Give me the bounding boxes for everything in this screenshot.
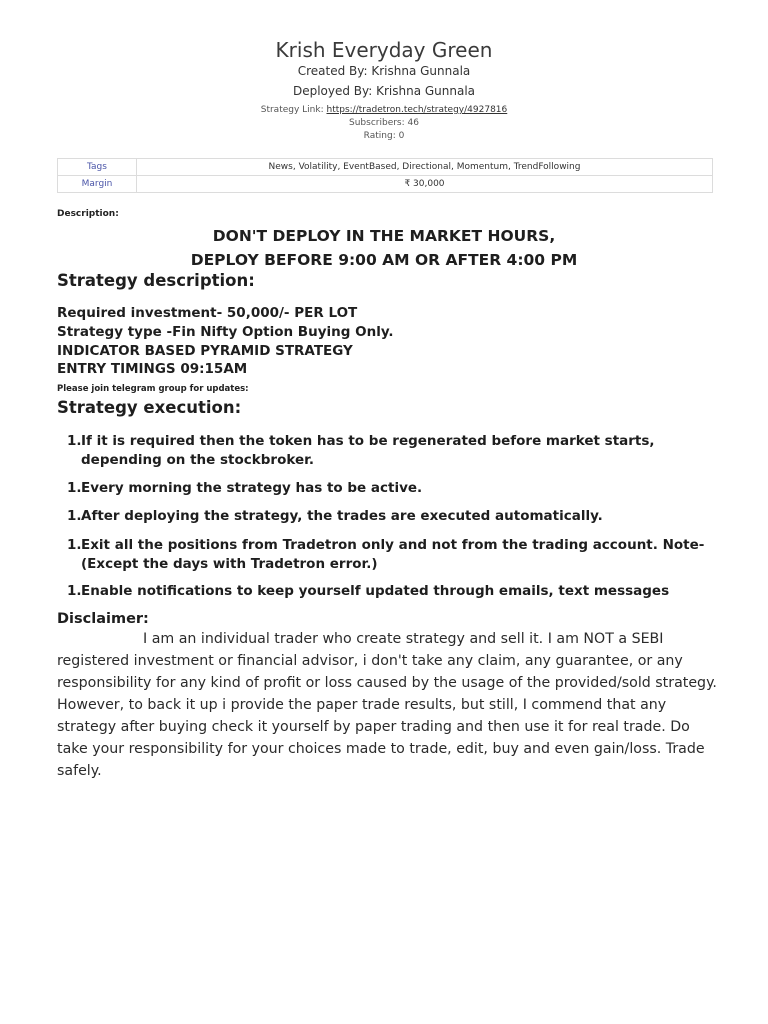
strategy-type: Strategy type -Fin Nifty Option Buying Only. [57, 324, 394, 340]
strategy-link-label: Strategy Link: [260, 105, 327, 115]
list-number: 1. [67, 433, 82, 449]
entry-timings: ENTRY TIMINGS 09:15AM [57, 361, 248, 377]
table-row [58, 176, 713, 193]
list-text: Exit all the positions from Tradetron only and not from the trading account. Note- (Except the days with Tradetron error.) [81, 537, 705, 572]
strategy-link-line [0, 105, 768, 115]
tags-key: Tags [58, 159, 137, 176]
telegram-note: Please join telegram group for updates: [57, 384, 249, 394]
strategy-execution-heading: Strategy execution: [57, 398, 242, 417]
indicator-strategy: INDICATOR BASED PYRAMID STRATEGY [57, 343, 353, 359]
list-number: 1. [67, 508, 82, 524]
list-text: Every morning the strategy has to be active. [81, 480, 423, 496]
deployed-by: Deployed By: Krishna Gunnala [292, 84, 476, 98]
list-item [67, 536, 727, 574]
list-text: If it is required then the token has to be regenerated before market starts, depending on the stockbroker. [81, 433, 655, 468]
list-item [67, 507, 727, 526]
description-label: Description: [57, 209, 119, 219]
list-item [67, 582, 727, 601]
subscribers-count: Subscribers: 46 [349, 118, 419, 128]
margin-value: ₹ 30,000 [137, 176, 713, 193]
disclaimer-title: Disclaimer: [57, 611, 149, 627]
list-text: Enable notifications to keep yourself updated through emails, text messages [81, 583, 670, 599]
list-item [67, 479, 727, 498]
rating: Rating: 0 [363, 131, 405, 141]
tags-value: News, Volatility, EventBased, Directional, Momentum, TrendFollowing [137, 159, 713, 176]
table-row [58, 159, 713, 176]
margin-key: Margin [58, 176, 137, 193]
meta-table [57, 158, 713, 193]
disclaimer-text: I am an individual trader who create strategy and sell it. I am NOT a SEBI registered investment or financial advisor, i don't take any claim, any guarantee, or any responsibility for any kind of profit or loss caused by the usage of the provided/sold strategy. However, to back it up i provide the paper trade results, but still, I commend that any strategy after buying check it yourself by paper trading and then use it for real trade. Do take your responsibility for your choices made to trade, edit, buy and even gain/loss. Trade safely. [57, 631, 717, 779]
warning-line-2: DEPLOY BEFORE 9:00 AM OR AFTER 4:00 PM [190, 251, 578, 269]
strategy-description-heading: Strategy description: [57, 271, 255, 290]
list-number: 1. [67, 583, 82, 599]
list-number: 1. [67, 480, 82, 496]
strategy-title: Krish Everyday Green [275, 38, 493, 62]
list-number: 1. [67, 537, 82, 553]
list-item [67, 432, 727, 470]
created-by: Created By: Krishna Gunnala [297, 64, 471, 78]
list-text: After deploying the strategy, the trades are executed automatically. [81, 508, 603, 524]
required-investment: Required investment- 50,000/- PER LOT [57, 305, 358, 321]
strategy-link[interactable]: https://tradetron.tech/strategy/4927816 [326, 105, 508, 115]
disclaimer-body [57, 628, 717, 782]
warning-line-1: DON'T DEPLOY IN THE MARKET HOURS, [212, 227, 556, 245]
